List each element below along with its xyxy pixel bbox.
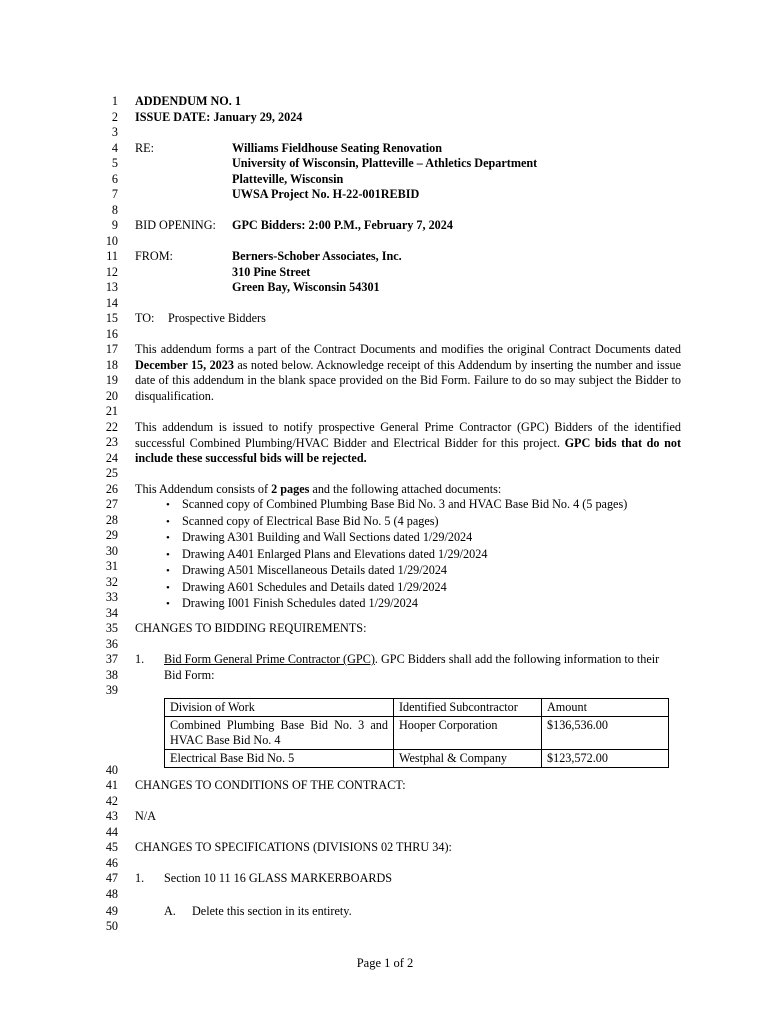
list-item: • Drawing A601 Schedules and Details dated 1/29/2024 xyxy=(166,580,627,597)
line-number: 1 xyxy=(111,94,118,108)
line-number: 32 xyxy=(105,575,118,589)
documents-list xyxy=(166,497,627,613)
line-number: 35 xyxy=(105,621,118,635)
line-number: 34 xyxy=(105,606,118,620)
table-cell: $136,536.00 xyxy=(542,717,669,750)
line-number: 27 xyxy=(105,497,118,511)
line-number: 19 xyxy=(105,373,118,387)
specs-sub-number: A. xyxy=(164,904,176,918)
line-number: 21 xyxy=(105,404,118,418)
line-number: 11 xyxy=(106,249,118,263)
line-number: 4 xyxy=(111,141,118,155)
re-project: Williams Fieldhouse Seating Renovation xyxy=(232,141,443,155)
bid-opening-value: GPC Bidders: 2:00 P.M., February 7, 2024 xyxy=(232,218,453,232)
specs-heading: CHANGES TO SPECIFICATIONS (DIVISIONS 02 THRU 34): xyxy=(135,840,452,854)
list-item: • Scanned copy of Combined Plumbing Base Bid No. 3 and HVAC Base Bid No. 4 (5 pages) xyxy=(166,497,627,514)
bidding-heading: CHANGES TO BIDDING REQUIREMENTS: xyxy=(135,621,367,635)
intro-text-pre: This addendum forms a part of the Contract Documents and modifies the original Contract Documents dated xyxy=(135,342,681,356)
line-number: 31 xyxy=(105,559,118,573)
line-number: 20 xyxy=(105,389,118,403)
line-number: 9 xyxy=(111,218,118,232)
bidding-item-text: . GPC Bidders shall add the following information to their xyxy=(374,652,660,666)
line-number: 8 xyxy=(111,203,118,217)
line-number: 26 xyxy=(105,482,118,496)
consists-pre: This Addendum consists of xyxy=(135,482,272,496)
line-number: 36 xyxy=(105,637,118,651)
specs-item-number: 1. xyxy=(135,871,145,885)
line-number: 38 xyxy=(105,668,118,682)
table-cell: Electrical Base Bid No. 5 xyxy=(165,750,394,768)
list-item: • Drawing A501 Miscellaneous Details dated 1/29/2024 xyxy=(166,563,627,580)
specs-item-text: Section 10 11 16 GLASS MARKERBOARDS xyxy=(164,871,393,885)
table-row xyxy=(165,717,669,750)
line-number: 40 xyxy=(105,763,118,777)
re-university: University of Wisconsin, Platteville – Athletics Department xyxy=(232,156,538,170)
bidding-item xyxy=(164,652,659,667)
line-number: 6 xyxy=(111,172,118,186)
issue-date: ISSUE DATE: January 29, 2024 xyxy=(135,110,303,124)
table-header-row xyxy=(165,699,669,717)
intro-date: December 15, 2023 xyxy=(135,357,234,372)
intro-paragraph xyxy=(135,342,681,404)
conditions-value: N/A xyxy=(135,809,156,823)
re-label: RE: xyxy=(135,141,154,155)
consists-pages: 2 pages xyxy=(271,482,310,496)
line-number: 14 xyxy=(105,296,118,310)
line-number: 30 xyxy=(105,544,118,558)
line-number: 41 xyxy=(105,778,118,792)
subcontractor-table xyxy=(164,698,669,768)
line-number: 29 xyxy=(105,528,118,542)
bidding-item-number: 1. xyxy=(135,652,145,666)
line-number: 2 xyxy=(111,110,118,124)
addendum-title: ADDENDUM NO. 1 xyxy=(135,94,241,108)
from-street: 310 Pine Street xyxy=(232,265,311,279)
line-number: 39 xyxy=(105,683,118,697)
re-project-no: UWSA Project No. H-22-001REBID xyxy=(232,187,420,201)
table-cell: $123,572.00 xyxy=(542,750,669,768)
table-cell: Westphal & Company xyxy=(394,750,542,768)
line-number: 12 xyxy=(105,265,118,279)
line-number: 49 xyxy=(105,904,118,918)
intro-text-post: as noted below. Acknowledge receipt of this Addendum by inserting the number and issue date of this addendum in the blank space provided on the Bid Form. Failure to do so may subject the Bidder to disqualification. xyxy=(135,357,682,403)
consists-line xyxy=(135,482,501,497)
bid-form-title: Bid Form General Prime Contractor (GPC) xyxy=(164,652,375,666)
bid-opening-label: BID OPENING: xyxy=(135,218,216,232)
line-number: 10 xyxy=(105,234,118,248)
line-number: 44 xyxy=(105,825,118,839)
notice-text: This addendum is issued to notify prospective General Prime Contractor (GPC) Bidders of the identified successful Combined Plumbing/HVAC Bidder and Electrical Bidder for this project. xyxy=(135,420,681,450)
to-value: Prospective Bidders xyxy=(168,311,266,325)
table-cell: Hooper Corporation xyxy=(394,717,542,750)
line-number: 15 xyxy=(105,311,118,325)
page-number: Page 1 of 2 xyxy=(356,956,414,970)
line-number: 45 xyxy=(105,840,118,854)
line-number: 37 xyxy=(105,652,118,666)
line-number: 48 xyxy=(105,887,118,901)
line-number: 25 xyxy=(105,466,118,480)
list-item: • Drawing A301 Building and Wall Sections dated 1/29/2024 xyxy=(166,530,627,547)
consists-post: and the following attached documents: xyxy=(309,482,502,496)
line-number: 13 xyxy=(105,280,118,294)
line-number: 7 xyxy=(111,187,118,201)
line-number: 46 xyxy=(105,856,118,870)
from-city: Green Bay, Wisconsin 54301 xyxy=(232,280,380,294)
table-row xyxy=(165,750,669,768)
list-item: • Scanned copy of Electrical Base Bid No. 5 (4 pages) xyxy=(166,514,627,531)
line-number: 43 xyxy=(105,809,118,823)
table-header-cell: Identified Subcontractor xyxy=(394,699,542,717)
notice-warning: GPC bids that do not include these successful bids will be rejected. xyxy=(135,435,682,465)
line-number: 22 xyxy=(105,420,118,434)
to-label: TO: xyxy=(135,311,155,325)
line-number: 17 xyxy=(105,342,118,356)
line-number: 28 xyxy=(105,513,118,527)
table-header-cell: Division of Work xyxy=(165,699,394,717)
bidding-item-text-2: Bid Form: xyxy=(164,668,215,682)
line-number: 5 xyxy=(111,156,118,170)
list-item: • Drawing A401 Enlarged Plans and Elevations dated 1/29/2024 xyxy=(166,547,627,564)
specs-sub-text: Delete this section in its entirety. xyxy=(192,904,352,918)
from-label: FROM: xyxy=(135,249,173,263)
list-item: • Drawing I001 Finish Schedules dated 1/29/2024 xyxy=(166,596,627,613)
notice-paragraph xyxy=(135,420,681,467)
from-company: Berners-Schober Associates, Inc. xyxy=(232,249,402,263)
line-number: 33 xyxy=(105,590,118,604)
line-number: 3 xyxy=(111,125,118,139)
line-number: 42 xyxy=(105,794,118,808)
conditions-heading: CHANGES TO CONDITIONS OF THE CONTRACT: xyxy=(135,778,406,792)
line-number: 18 xyxy=(105,358,118,372)
table-cell: Combined Plumbing Base Bid No. 3 and HVAC Base Bid No. 4 xyxy=(165,717,394,750)
line-number: 50 xyxy=(105,919,118,933)
line-number: 23 xyxy=(105,435,118,449)
line-number: 24 xyxy=(105,451,118,465)
table-header-cell: Amount xyxy=(542,699,669,717)
re-location: Platteville, Wisconsin xyxy=(232,172,344,186)
line-number: 47 xyxy=(105,871,118,885)
line-number: 16 xyxy=(105,327,118,341)
